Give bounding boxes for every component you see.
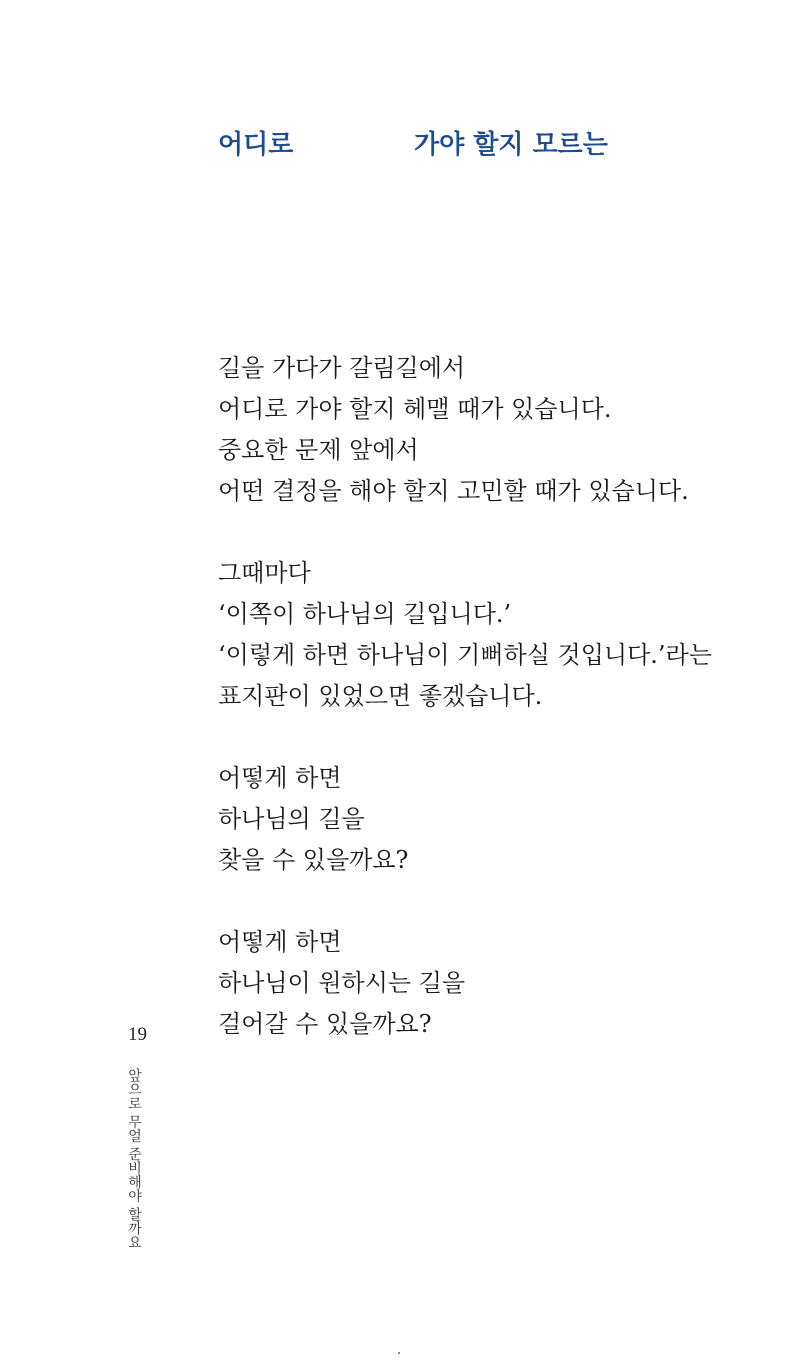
poem-line: 어떻게 하면 — [218, 764, 342, 792]
poem-body — [218, 348, 758, 1086]
stanza-2 — [218, 553, 758, 717]
stanza-4 — [218, 922, 758, 1045]
poem-line: 하나님이 원하시는 길을 — [218, 969, 466, 997]
bottom-dot — [398, 1352, 400, 1354]
poem-line: 걸어갈 수 있을까요? — [218, 1010, 432, 1038]
stanza-3 — [218, 758, 758, 881]
poem-line: 찾을 수 있을까요? — [218, 846, 409, 874]
poem-line: 어떤 결정을 해야 할지 고민할 때가 있습니다. — [218, 477, 689, 505]
page-number: 19 — [128, 1024, 147, 1045]
poem-line: ‘이쪽이 하나님의 길입니다.’ — [218, 600, 512, 628]
poem-line: 중요한 문제 앞에서 — [218, 436, 419, 464]
poem-line: 그때마다 — [218, 559, 311, 587]
running-title: 앞으로 무얼 준비해야 할까요 — [126, 1068, 142, 1250]
title-left-part: 어디로 — [218, 130, 294, 160]
poem-line: 길을 가다가 갈림길에서 — [218, 354, 466, 382]
poem-line: 어디로 가야 할지 헤맬 때가 있습니다. — [218, 395, 612, 423]
title-right-part: 가야 할지 모르는 — [414, 130, 608, 160]
poem-line: 표지판이 있었으면 좋겠습니다. — [218, 682, 543, 710]
stanza-1 — [218, 348, 758, 512]
page-title — [0, 124, 800, 164]
poem-line: 하나님의 길을 — [218, 805, 365, 833]
poem-line: ‘이렇게 하면 하나님이 기뻐하실 것입니다.’라는 — [218, 641, 712, 669]
poem-line: 어떻게 하면 — [218, 928, 342, 956]
